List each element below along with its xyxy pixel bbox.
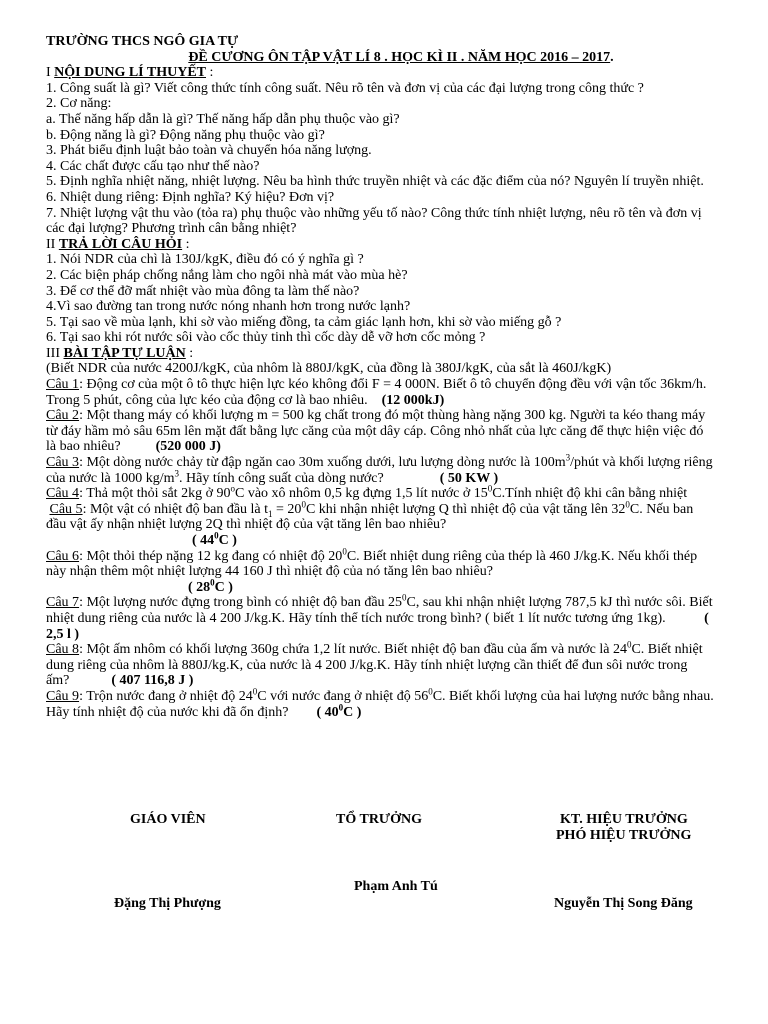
section2-heading: II TRẢ LỜI CÂU HỎI :: [46, 236, 190, 252]
section1-item: b. Động năng là gì? Động năng phụ thuộc vào gì?: [46, 127, 325, 143]
question-6: Câu 6: Một thỏi thép nặng 12 kg đang có nhiệt độ $20^0C$. Biết nhiệt dung riêng của thép là 460 J/kg.K. Nếu khối thép này nhận thêm một nhiệt lượng 44 160 J thì nhiệt độ của nó tăng lên bao nhiêu?: [46, 545, 698, 580]
section1-item: 3. Phát biểu định luật bảo toàn và chuyển hóa năng lượng.: [46, 143, 372, 159]
answer: ( $40^0C$ ): [316, 701, 362, 720]
answer: ( 50 KW ): [439, 470, 499, 486]
answer: ( 407 116,8 J ): [111, 673, 194, 689]
teacher-title: GIÁO VIÊN: [130, 812, 206, 827]
section1-heading: I NỘI DUNG LÍ THUYẾT :: [46, 65, 214, 81]
section3-heading: III BÀI TẬP TỰ LUẬN :: [46, 345, 194, 361]
principal-name: Nguyễn Thị Song Đăng: [554, 896, 693, 911]
section2-item: 3. Để cơ thể đỡ mất nhiệt vào mùa đông ta làm thế nào?: [46, 283, 360, 299]
principal-title-2: PHÓ HIỆU TRƯỞNG: [556, 828, 692, 843]
head-name: Phạm Anh Tú: [354, 879, 438, 894]
section1-item: 7. Nhiệt lượng vật thu vào (tỏa ra) phụ thuộc vào những yếu tố nào? Công thức tính nhiệt lượng, nêu rõ tên và đơn vị các đại lượng? Phương trình cân bằng nhiệt?: [46, 205, 702, 237]
document-title: ĐỀ CƯƠNG ÔN TẬP VẬT LÍ 8 . HỌC KÌ II . NĂM HỌC 2016 – 2017.: [188, 49, 614, 65]
question-9: Câu 9: Trộn nước đang ở nhiệt độ $24^0C$ với nước đang ở nhiệt độ $56^0C$. Biết khối lượng của hai lượng nước bằng nhau. Hãy tính nhiệt độ của nước khi đã ổn định? ( $40^0C$ ): [46, 686, 714, 720]
section2-item: 6. Tại sao khi rót nước sôi vào cốc thủy tinh thì cốc dày dễ vỡ hơn cốc mỏng ?: [46, 330, 486, 346]
section3-heading-text: BÀI TẬP TỰ LUẬN: [63, 345, 186, 361]
teacher-name: Đặng Thị Phượng: [114, 896, 221, 911]
document-title-text: ĐỀ CƯƠNG ÔN TẬP VẬT LÍ 8 . HỌC KÌ II . NĂM HỌC 2016 – 2017: [188, 49, 611, 65]
section2-item: 2. Các biện pháp chống nắng làm cho ngôi nhà mát vào mùa hè?: [46, 267, 408, 283]
answer: ( 2,5 l ): [46, 610, 709, 642]
section2-item: 4.Vì sao đường tan trong nước nóng nhanh hơn trong nước lạnh?: [46, 299, 411, 315]
section1-item: 2. Cơ năng:: [46, 96, 112, 112]
section1-item: a. Thế năng hấp dẫn là gì? Thế năng hấp dẫn phụ thuộc vào gì?: [46, 111, 400, 127]
answer: (520 000 J): [155, 439, 221, 455]
section1-item: 4. Các chất được cấu tạo như thế nào?: [46, 158, 260, 174]
head-title: TỔ TRƯỞNG: [336, 812, 422, 827]
given-constants: (Biết NDR của nước 4200J/kgK, của nhôm là 880J/kgK, của đồng là 380J/kgK, của sắt là 460J/kgK): [46, 361, 612, 377]
section2-item: 5. Tại sao về mùa lạnh, khi sờ vào miếng đồng, ta cảm giác lạnh hơn, khi sờ vào miếng gỗ ?: [46, 314, 562, 330]
answer: ( $28^0C$ ): [188, 577, 233, 595]
question-5: Câu 5: Một vật có nhiệt độ ban đầu là $t_1 = 20^0C$ khi nhận nhiệt lượng Q thì nhiệt độ của vật tăng lên $32^0C$. Nếu ban đầu vật ấy nhận nhiệt lượng 2Q thì nhiệt độ của vật tăng lên bao nhiêu?: [46, 499, 694, 533]
section2-heading-text: TRẢ LỜI CÂU HỎI: [58, 236, 183, 252]
answer: (12 000kJ): [381, 392, 445, 408]
section2-item: 1. Nói NDR của chì là 130J/kgK, điều đó có ý nghĩa gì ?: [46, 252, 364, 268]
section1-item: 1. Công suất là gì? Viết công thức tính công suất. Nêu rõ tên và đơn vị của các đại lượng trong công thức ?: [46, 80, 644, 96]
question-7: Câu 7: Một lượng nước đựng trong bình có nhiệt độ ban đầu $25^0C$, sau khi nhận nhiệt lượng 787,5 kJ thì nước sôi. Biết nhiệt dung riêng của nước là 4 200 J/kg.K. Hãy tính thể tích nước trong bình? ( biết 1 lít nước tương ứng 1kg). ( 2,5 l ): [46, 592, 713, 642]
question-3: Câu 3: Một dòng nước chảy từ đập ngăn cao 30m xuống dưới, lưu lượng dòng nước là $100m^3$/phút và khối lượng riêng của nước là 1000 $kg/m^3$. Hãy tính công suất của dòng nước? ( 50 KW ): [46, 452, 713, 486]
section1-item: 5. Định nghĩa nhiệt năng, nhiệt lượng. Nêu ba hình thức truyền nhiệt và các đặc điểm của nó? Nguyên lí truyền nhiệt.: [46, 174, 704, 190]
principal-title-1: KT. HIỆU TRƯỞNG: [560, 812, 688, 827]
school-name: TRƯỜNG THCS NGÔ GIA TỰ: [46, 34, 239, 49]
question-1: Câu 1: Động cơ của một ô tô thực hiện lực kéo không đổi F = 4 000N. Biết ô tô chuyển động đều với vận tốc 36km/h. Trong 5 phút, công của lực kéo của động cơ là bao nhiêu. (12 000kJ): [46, 377, 707, 408]
section1-item: 6. Nhiệt dung riêng: Định nghĩa? Ký hiệu? Đơn vị?: [46, 189, 335, 205]
answer: ( $44^0C$ ): [192, 530, 237, 548]
question-4: Câu 4: Thả một thỏi sắt 2kg ở 90$^o$C vào xô nhôm 0,5 kg đựng 1,5 lít nước ở $15^0C.Tính$ nhiệt độ khi cân bằng nhiệt: [46, 483, 688, 502]
question-2: Câu 2: Một thang máy có khối lượng m = 500 kg chất trong đó một thùng hàng nặng 300 kg. Người ta kéo thang máy từ đáy hầm mỏ sâu 65m lên mặt đất bằng lực căng của một dây cáp. Công nhỏ nhất của lực căng để thực hiện việc đó là bao nhiêu? (520 000 J): [46, 408, 706, 455]
question-8: Câu 8: Một ấm nhôm có khối lượng 360g chứa 1,2 lít nước. Biết nhiệt độ ban đầu của ấm và nước là $24^0C$. Biết nhiệt dung riêng của nhôm là 880J/kg.K, của nước là 4 200 J/kg.K. Hãy tính nhiệt lượng cần thiết để đun sôi nước trong ấm? ( 407 116,8 J ): [46, 639, 703, 689]
section1-heading-text: NỘI DUNG LÍ THUYẾT: [54, 65, 206, 81]
